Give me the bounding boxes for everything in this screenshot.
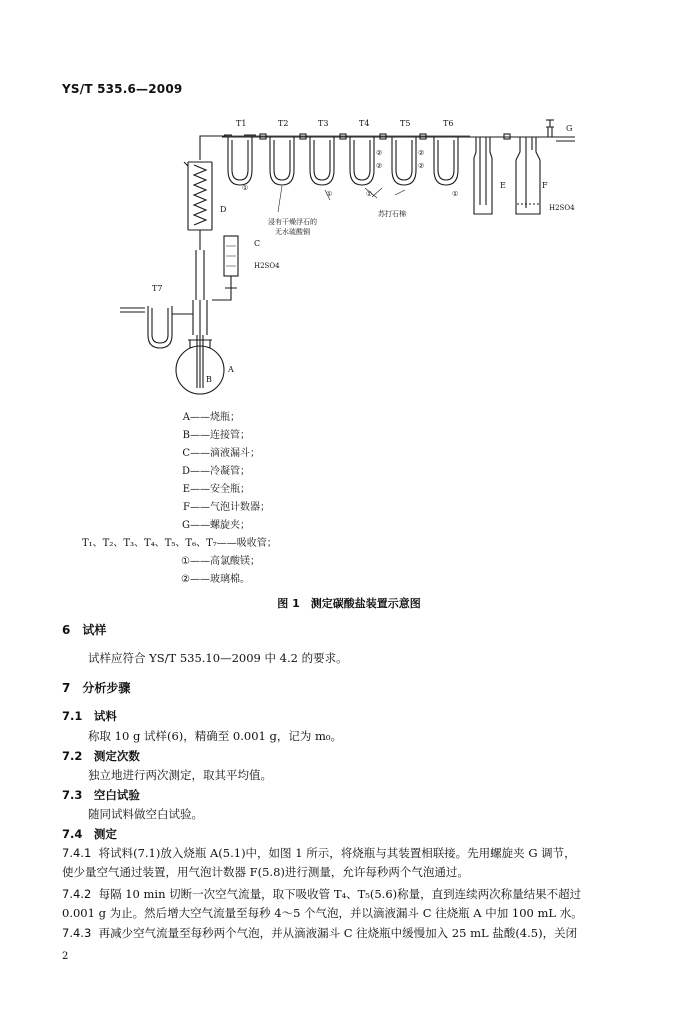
page-number: 2 <box>62 951 69 962</box>
u-tube-t1 <box>224 135 256 185</box>
marker-one-t3: ① <box>326 190 333 198</box>
marker-one-t6: ① <box>452 190 459 198</box>
legend-item: G——螺旋夹； <box>182 520 250 531</box>
u-tube-t2 <box>270 137 294 185</box>
paragraph-7-4-2: 7.4.2 每隔 10 min 切断一次空气流量，取下吸收管 T₄、T₅(5.6)称量，直到连续两次称量结果不超过 <box>62 887 582 901</box>
section-6-text: 试样应符合 YS/T 535.10—2009 中 4.2 的要求。 <box>88 651 348 665</box>
legend-item: ②——玻璃棉。 <box>181 574 250 585</box>
marker-two-t5a: ② <box>418 149 425 157</box>
marker-one-t1: ① <box>242 184 249 192</box>
legend-item: D——冷凝管； <box>181 466 250 477</box>
condenser-d <box>184 140 212 250</box>
bubble-counter-f <box>516 137 540 214</box>
label-c: C <box>254 239 261 248</box>
label-f: F <box>542 181 548 190</box>
legend-item: F——气泡计数器； <box>183 502 270 513</box>
label-t6: T6 <box>443 119 454 128</box>
label-e: E <box>500 181 506 190</box>
label-a: A <box>228 365 234 374</box>
paragraph-7-4-2-cont: 0.001 g 为止。然后增大空气流量至每秒 4～5 个气泡，并以滴液漏斗 C 往烧瓶 A 中加 100 mL 水。 <box>62 906 583 920</box>
legend-item: ①——高氯酸镁； <box>181 556 260 567</box>
callout-lines <box>278 186 405 212</box>
figure-caption: 图 1 测定碳酸盐装置示意图 <box>277 597 421 610</box>
section-7-3-title: 7.3 空白试验 <box>62 788 140 802</box>
label-funnel-acid: H2SO4 <box>254 262 280 270</box>
section-7-3-text: 随同试料做空白试验。 <box>88 807 203 821</box>
u-tube-t3 <box>310 137 334 185</box>
legend-item: C——滴液漏斗； <box>182 448 260 459</box>
label-counter-acid: H2SO4 <box>549 204 575 212</box>
paragraph-7-4-1-cont: 使少量空气通过装置，用气泡计数器 F(5.8)进行测量，允许每秒两个气泡通过。 <box>62 865 469 879</box>
manifold-pipe <box>200 136 575 140</box>
u-tube-t4 <box>350 137 374 185</box>
paragraph-7-4-1: 7.4.1 将试料(7.1)放入烧瓶 A(5.1)中，如图 1 所示，将烧瓶与其装置相联接。先用螺旋夹 G 调节， <box>62 846 576 860</box>
connecting-tube-b <box>193 250 207 388</box>
u-tube-t7 <box>120 306 193 348</box>
label-t4: T4 <box>359 119 370 128</box>
label-t2: T2 <box>278 119 289 128</box>
marker-two-t4b: ② <box>376 162 383 170</box>
u-tube-t5 <box>392 137 416 185</box>
callout-pumice-line2: 无水硫酸铜 <box>275 228 310 236</box>
section-7-2-text: 独立地进行两次测定，取其平均值。 <box>88 768 272 782</box>
marker-one-t4: ① <box>366 190 373 198</box>
marker-two-t5b: ② <box>418 162 425 170</box>
u-tube-t6 <box>434 137 458 185</box>
section-7-1-title: 7.1 试料 <box>62 709 117 723</box>
dropping-funnel-c <box>212 236 238 300</box>
callout-pumice-line1: 浸有干燥浮石的 <box>268 218 317 226</box>
section-7-2-title: 7.2 测定次数 <box>62 749 140 763</box>
callout-soda: 苏打石棉 <box>378 210 406 218</box>
label-b: B <box>206 375 212 384</box>
label-g: G <box>566 124 573 133</box>
section-7-1-text: 称取 10 g 试样(6)，精确至 0.001 g，记为 m₀。 <box>88 729 343 743</box>
label-t1: T1 <box>236 119 247 128</box>
legend-item: B——连接管； <box>182 430 250 441</box>
section-7-4-title: 7.4 测定 <box>62 827 117 841</box>
paragraph-7-4-3: 7.4.3 再减少空气流量至每秒两个气泡，并从滴液漏斗 C 往烧瓶中缓慢加入 25 mL 盐酸(4.5)，关闭 <box>62 926 578 940</box>
marker-two-t4a: ② <box>376 149 383 157</box>
apparatus-diagram <box>0 0 698 420</box>
label-t7: T7 <box>152 284 163 293</box>
label-t5: T5 <box>400 119 411 128</box>
standard-code-header: YS/T 535.6—2009 <box>62 82 183 96</box>
legend-item: A——烧瓶； <box>182 412 240 423</box>
legend-item: T₁、T₂、T₃、T₄、T₅、T₆、T₇——吸收管； <box>82 538 277 549</box>
label-t3: T3 <box>318 119 329 128</box>
legend-item: E——安全瓶； <box>182 484 250 495</box>
section-6-title: 6 试样 <box>62 623 107 637</box>
section-7-title: 7 分析步骤 <box>62 681 131 695</box>
safety-bottle-e <box>474 137 492 214</box>
label-d: D <box>220 205 227 214</box>
